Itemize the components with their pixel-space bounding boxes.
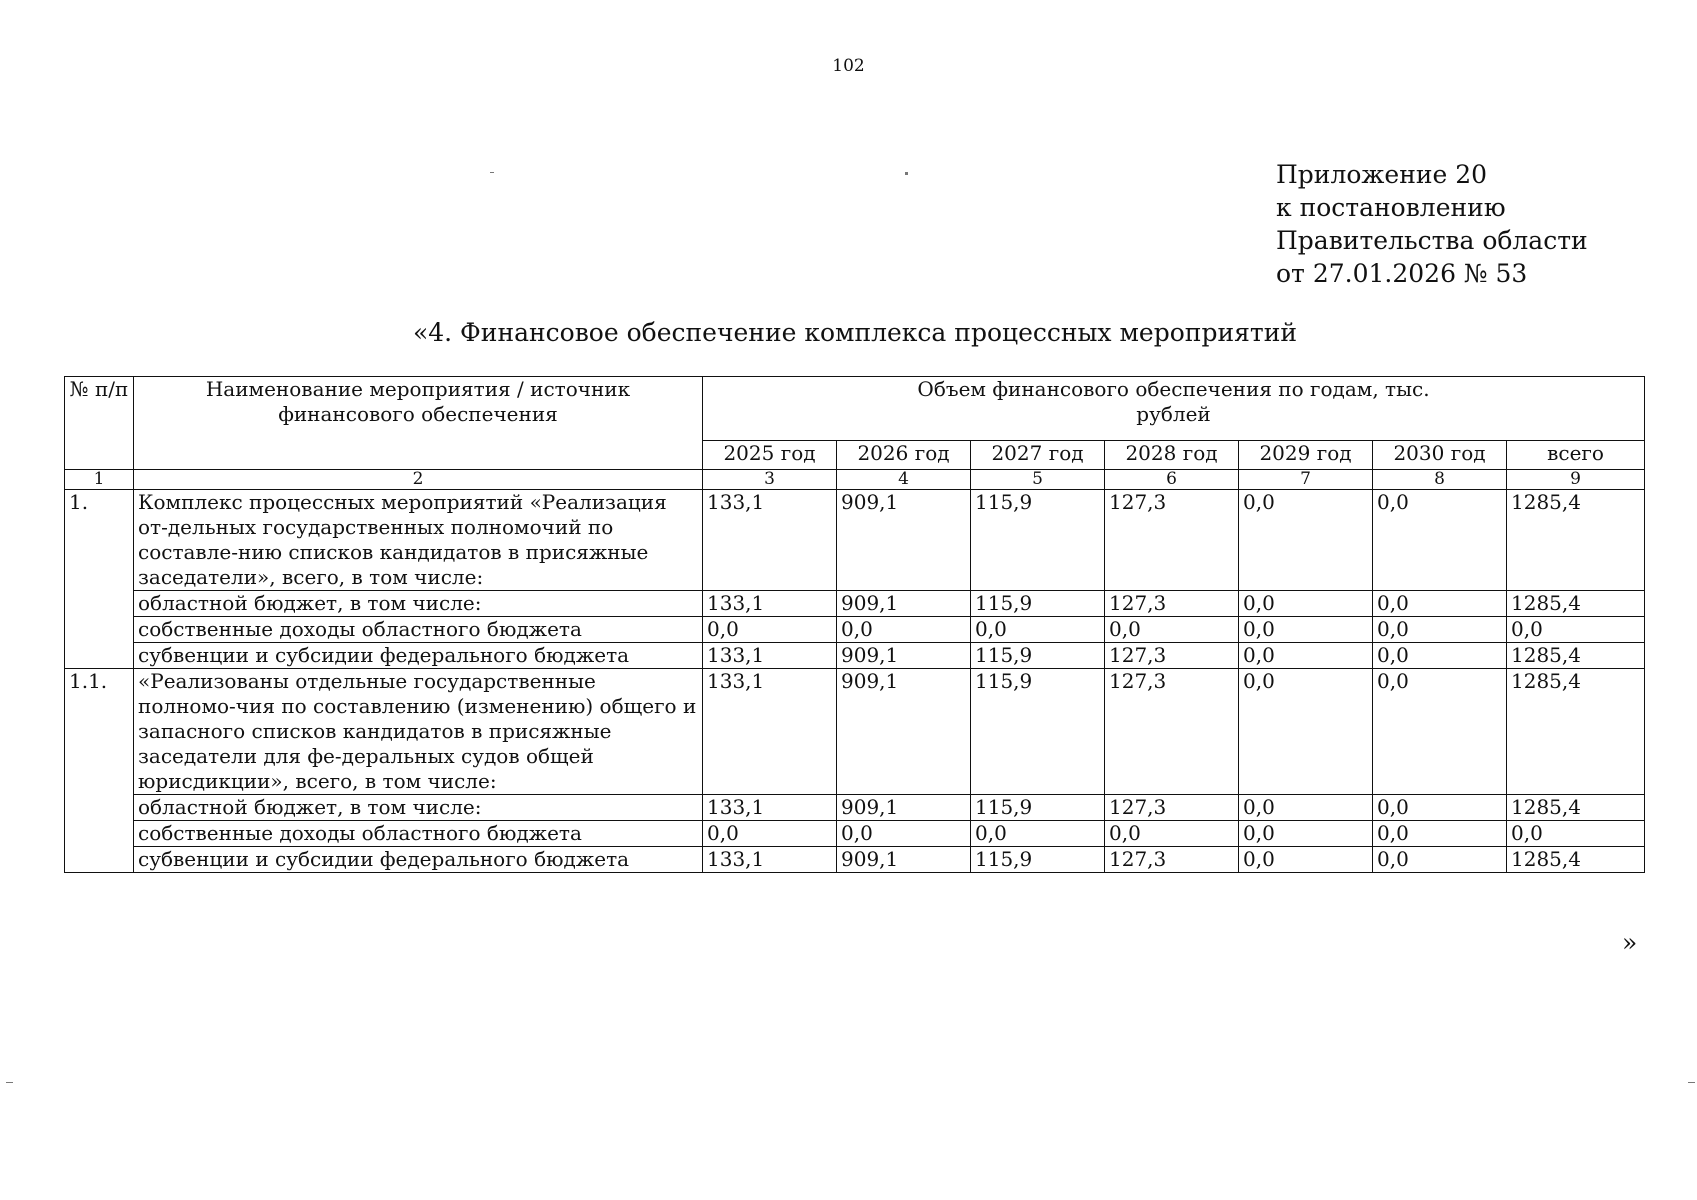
- year-value: 133,1: [703, 490, 837, 591]
- activity-name: субвенции и субсидии федерального бюджета: [134, 847, 703, 873]
- year-value: 0,0: [703, 821, 837, 847]
- column-index: 5: [971, 470, 1105, 490]
- year-value: 133,1: [703, 795, 837, 821]
- year-value: 0,0: [1373, 821, 1507, 847]
- year-value: 127,3: [1105, 591, 1239, 617]
- activity-name: Комплекс процессных мероприятий «Реализация от-дельных государственных полномочий по составле-нию списков кандидатов в присяжные заседатели», всего, в том числе:: [134, 490, 703, 591]
- section-title: «4. Финансовое обеспечение комплекса процессных мероприятий: [412, 318, 1298, 347]
- year-value: 0,0: [703, 617, 837, 643]
- table-row: [65, 821, 1645, 847]
- column-index: 9: [1507, 470, 1645, 490]
- header-year: 2030 год: [1373, 441, 1507, 470]
- appendix-line: Приложение 20: [1276, 160, 1488, 189]
- header-total: всего: [1507, 441, 1645, 470]
- table-row: [65, 490, 1645, 591]
- closing-quote: »: [1622, 928, 1638, 957]
- scan-speck: [1688, 1082, 1695, 1083]
- year-value: 127,3: [1105, 847, 1239, 873]
- header-year: 2025 год: [703, 441, 837, 470]
- year-value: 133,1: [703, 591, 837, 617]
- year-value: 0,0: [1105, 821, 1239, 847]
- year-value: 0,0: [1373, 643, 1507, 669]
- year-value: 0,0: [1239, 669, 1373, 795]
- year-value: 133,1: [703, 847, 837, 873]
- year-value: 0,0: [1239, 847, 1373, 873]
- year-value: 0,0: [1239, 591, 1373, 617]
- year-value: 0,0: [837, 821, 971, 847]
- column-index-row: [65, 470, 1645, 490]
- total-value: 1285,4: [1507, 847, 1645, 873]
- activity-name: областной бюджет, в том числе:: [134, 795, 703, 821]
- year-value: 909,1: [837, 847, 971, 873]
- table-row: [65, 617, 1645, 643]
- year-value: 909,1: [837, 591, 971, 617]
- year-value: 115,9: [971, 490, 1105, 591]
- table-row: [65, 847, 1645, 873]
- header-num: № п/п: [65, 377, 134, 470]
- scan-speck: [905, 172, 908, 175]
- year-value: 0,0: [1373, 669, 1507, 795]
- header-row: [65, 377, 1645, 441]
- year-value: 127,3: [1105, 669, 1239, 795]
- year-value: 115,9: [971, 795, 1105, 821]
- year-value: 0,0: [1373, 591, 1507, 617]
- header-year: 2028 год: [1105, 441, 1239, 470]
- header-volume: Объем финансового обеспечения по годам, тыс. рублей: [703, 377, 1645, 441]
- year-value: 0,0: [1239, 821, 1373, 847]
- total-value: 1285,4: [1507, 669, 1645, 795]
- appendix-line: к постановлению: [1276, 193, 1506, 222]
- year-value: 909,1: [837, 669, 971, 795]
- column-index: 4: [837, 470, 971, 490]
- activity-name: «Реализованы отдельные государственные полномо-чия по составлению (изменению) общего и запасного списков кандидатов в присяжные заседатели для фе-деральных судов общей юрисдикции», всего, в том числе:: [134, 669, 703, 795]
- row-number: 1.: [65, 490, 134, 669]
- year-value: 0,0: [1239, 643, 1373, 669]
- financing-table: [64, 376, 1645, 873]
- table-row: [65, 669, 1645, 795]
- column-index: 1: [65, 470, 134, 490]
- year-value: 133,1: [703, 643, 837, 669]
- activity-name: субвенции и субсидии федерального бюджета: [134, 643, 703, 669]
- year-value: 0,0: [1373, 847, 1507, 873]
- year-value: 115,9: [971, 643, 1105, 669]
- table-row: [65, 795, 1645, 821]
- total-value: 0,0: [1507, 617, 1645, 643]
- activity-name: собственные доходы областного бюджета: [134, 821, 703, 847]
- year-value: 909,1: [837, 795, 971, 821]
- table-row: [65, 591, 1645, 617]
- year-value: 115,9: [971, 847, 1105, 873]
- year-value: 0,0: [1373, 490, 1507, 591]
- year-value: 127,3: [1105, 643, 1239, 669]
- appendix-block: [1276, 158, 1588, 290]
- year-value: 0,0: [837, 617, 971, 643]
- activity-name: областной бюджет, в том числе:: [134, 591, 703, 617]
- page-number: 102: [832, 56, 865, 76]
- year-value: 127,3: [1105, 490, 1239, 591]
- total-value: 1285,4: [1507, 591, 1645, 617]
- year-value: 133,1: [703, 669, 837, 795]
- row-number: 1.1.: [65, 669, 134, 873]
- table-row: [65, 643, 1645, 669]
- total-value: 1285,4: [1507, 643, 1645, 669]
- total-value: 0,0: [1507, 821, 1645, 847]
- year-value: 0,0: [1105, 617, 1239, 643]
- column-index: 6: [1105, 470, 1239, 490]
- year-value: 0,0: [971, 821, 1105, 847]
- header-year: 2029 год: [1239, 441, 1373, 470]
- activity-name: собственные доходы областного бюджета: [134, 617, 703, 643]
- appendix-line: от 27.01.2026 № 53: [1276, 259, 1528, 288]
- year-value: 0,0: [1239, 617, 1373, 643]
- total-value: 1285,4: [1507, 795, 1645, 821]
- header-year: 2026 год: [837, 441, 971, 470]
- column-index: 8: [1373, 470, 1507, 490]
- scan-speck: [6, 1082, 13, 1083]
- column-index: 7: [1239, 470, 1373, 490]
- year-value: 909,1: [837, 490, 971, 591]
- year-value: 0,0: [1373, 617, 1507, 643]
- header-name: Наименование мероприятия / источник финансового обеспечения: [134, 377, 703, 470]
- total-value: 1285,4: [1507, 490, 1645, 591]
- year-value: 0,0: [1239, 795, 1373, 821]
- year-value: 0,0: [1239, 490, 1373, 591]
- column-index: 3: [703, 470, 837, 490]
- scan-speck: [490, 172, 494, 173]
- year-value: 0,0: [971, 617, 1105, 643]
- year-value: 115,9: [971, 591, 1105, 617]
- year-value: 909,1: [837, 643, 971, 669]
- column-index: 2: [134, 470, 703, 490]
- appendix-line: Правительства области: [1276, 226, 1588, 255]
- year-value: 0,0: [1373, 795, 1507, 821]
- header-year: 2027 год: [971, 441, 1105, 470]
- year-value: 127,3: [1105, 795, 1239, 821]
- year-value: 115,9: [971, 669, 1105, 795]
